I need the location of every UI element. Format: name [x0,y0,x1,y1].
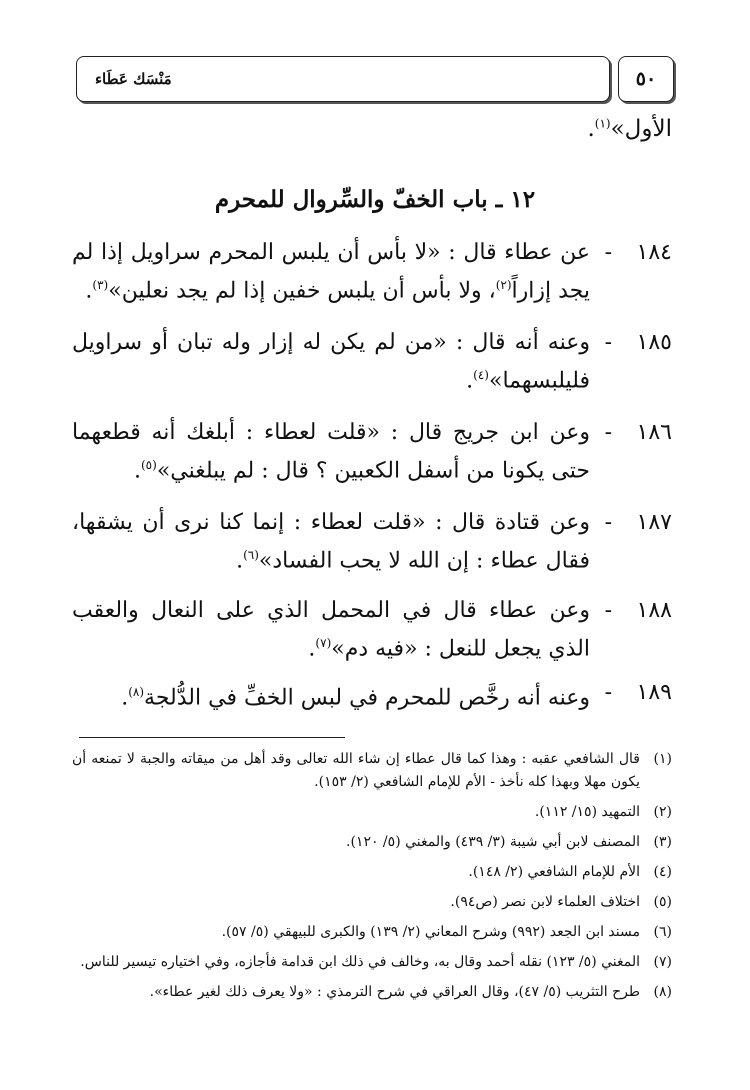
footnote-separator [79,737,345,738]
hadith-dash: - [604,680,612,705]
hadith-dash: - [604,598,612,623]
hadith-184 [72,236,672,307]
hadith-end: . [85,278,93,304]
hadith-text-part: وعنه أنه رخَّص للمحرم في لبس الخفِّ في الدُّلجة [144,685,590,711]
hadith-text-part: وعن ابن جريج قال : «قلت لعطاء : أبلغك أنه قطعهما حتى يكونا من أسفل الكعبين ؟ قال : لم يبلغني» [72,420,590,484]
footnote [72,831,672,854]
footnote-number: (٦) [653,924,672,940]
footnote-ref: (٣) [92,278,109,292]
hadith-number: ١٨٧ [636,510,672,535]
footnote [72,981,672,1004]
continuation-line [587,116,672,142]
hadith-end: . [133,458,141,484]
hadith-dash: - [604,510,612,535]
hadith-end: . [236,548,244,574]
hadith-number: ١٨٦ [636,420,672,445]
footnote-text: الأم للإمام الشافعي (٢/ ١٤٨). [468,864,640,880]
hadith-text-part: وعنه أنه قال : «من لم يكن له إزار وله تبان أو سراويل فليلبسهما» [72,330,590,394]
continuation-end: . [587,116,595,142]
footnote-ref: (٥) [140,458,157,472]
continuation-text: الأول» [610,116,672,142]
hadith-number: ١٨٨ [636,598,672,623]
footnote-number: (٢) [653,804,672,820]
hadith-text-part: عن عطاء قال : «لا بأس أن يلبس المحرم سراويل إذا لم يجد إزاراً [72,240,590,304]
footnote-ref: (٤) [473,368,489,382]
footnote [72,921,672,944]
chapter-title: ١٢ ـ باب الخفّ والسِّروال للمحرم [214,186,536,213]
footnote-text: التمهيد (١٥/ ١١٢). [534,804,640,820]
footnote-number: (١) [653,751,672,767]
footnote-number: (٨) [653,984,672,1000]
hadith-185 [72,326,672,397]
hadith-dash: - [604,330,612,355]
hadith-text-part: وعن قتادة قال : «قلت لعطاء : إنما كنا نرى أن يشقها، فقال عطاء : إن الله لا يحب الفساد» [72,510,590,574]
footnote-ref: (٨) [128,685,145,699]
hadith-text-part: وعن عطاء قال في المحمل الذي على النعال والعقب الذي يجعل للنعل : «فيه دم» [72,598,590,662]
footnote-ref: (٧) [315,636,332,650]
hadith-text [72,506,590,577]
hadith-text [72,236,590,307]
hadith-text [72,594,590,665]
footnote-number: (٣) [653,834,672,850]
footnote [72,951,672,974]
hadith-text [72,416,590,487]
footnote-number: (٧) [653,954,672,970]
running-header [76,56,674,104]
footnote-ref: (٦) [243,548,259,562]
page-number: ٥٠ [635,68,657,90]
footnote-ref: (١) [594,116,611,131]
book-title: مَنْسَك عَطَاء [95,70,172,88]
hadith-end: . [121,685,129,711]
footnote-text: المغني (٥/ ١٢٣) نقله أحمد وقال به، وخالف في ذلك ابن قدامة فأجازه، وفي اختياره تيسير للناس. [80,954,640,970]
footnote-number: (٥) [653,894,672,910]
hadith-number: ١٨٤ [636,240,672,265]
page-number-box [618,56,674,102]
hadith-number: ١٨٩ [636,680,672,705]
footnote [72,861,672,884]
hadith-dash: - [604,420,612,445]
footnote-text: مسند ابن الجعد (٩٩٢) وشرح المعاني (٢/ ١٣٩) والكبرى للبيهقي (٥/ ٥٧). [221,924,640,940]
hadith-number: ١٨٥ [636,330,672,355]
footnote-number: (٤) [653,864,672,880]
footnote-ref: (٢) [495,278,512,292]
footnotes [72,748,672,1011]
hadith-end: . [308,636,316,662]
footnote-text: المصنف لابن أبي شيبة (٣/ ٤٣٩) والمغني (٥/ ١٢٠). [346,834,640,850]
hadith-187 [72,506,672,577]
hadith-188 [72,594,672,665]
footnote-text: قال الشافعي عقبه : وهذا كما قال عطاء إن شاء الله تعالى وقد أهل من ميقاته والجبة لا تمنعه أن يكون مهلا وبهذا كله نأخذ - الأم للإمام الشافعي (٢/ ١٥٣). [72,751,640,790]
hadith-189 [72,676,672,714]
footnote [72,801,672,824]
hadith-end: . [466,368,474,394]
book-title-box [76,56,610,102]
footnote [72,891,672,914]
hadith-dash: - [604,240,612,265]
hadith-186 [72,416,672,487]
hadith-text [72,326,590,397]
footnote [72,748,672,794]
footnote-text: اختلاف العلماء لابن نصر (ص٩٤). [450,894,640,910]
footnote-text: طرح التثريب (٥/ ٤٧)، وقال العراقي في شرح الترمذي : «ولا يعرف ذلك لغير عطاء». [149,984,640,1000]
hadith-text-part: ، ولا بأس أن يلبس خفين إذا لم يجد نعلين» [108,278,496,304]
hadith-text [72,676,590,714]
